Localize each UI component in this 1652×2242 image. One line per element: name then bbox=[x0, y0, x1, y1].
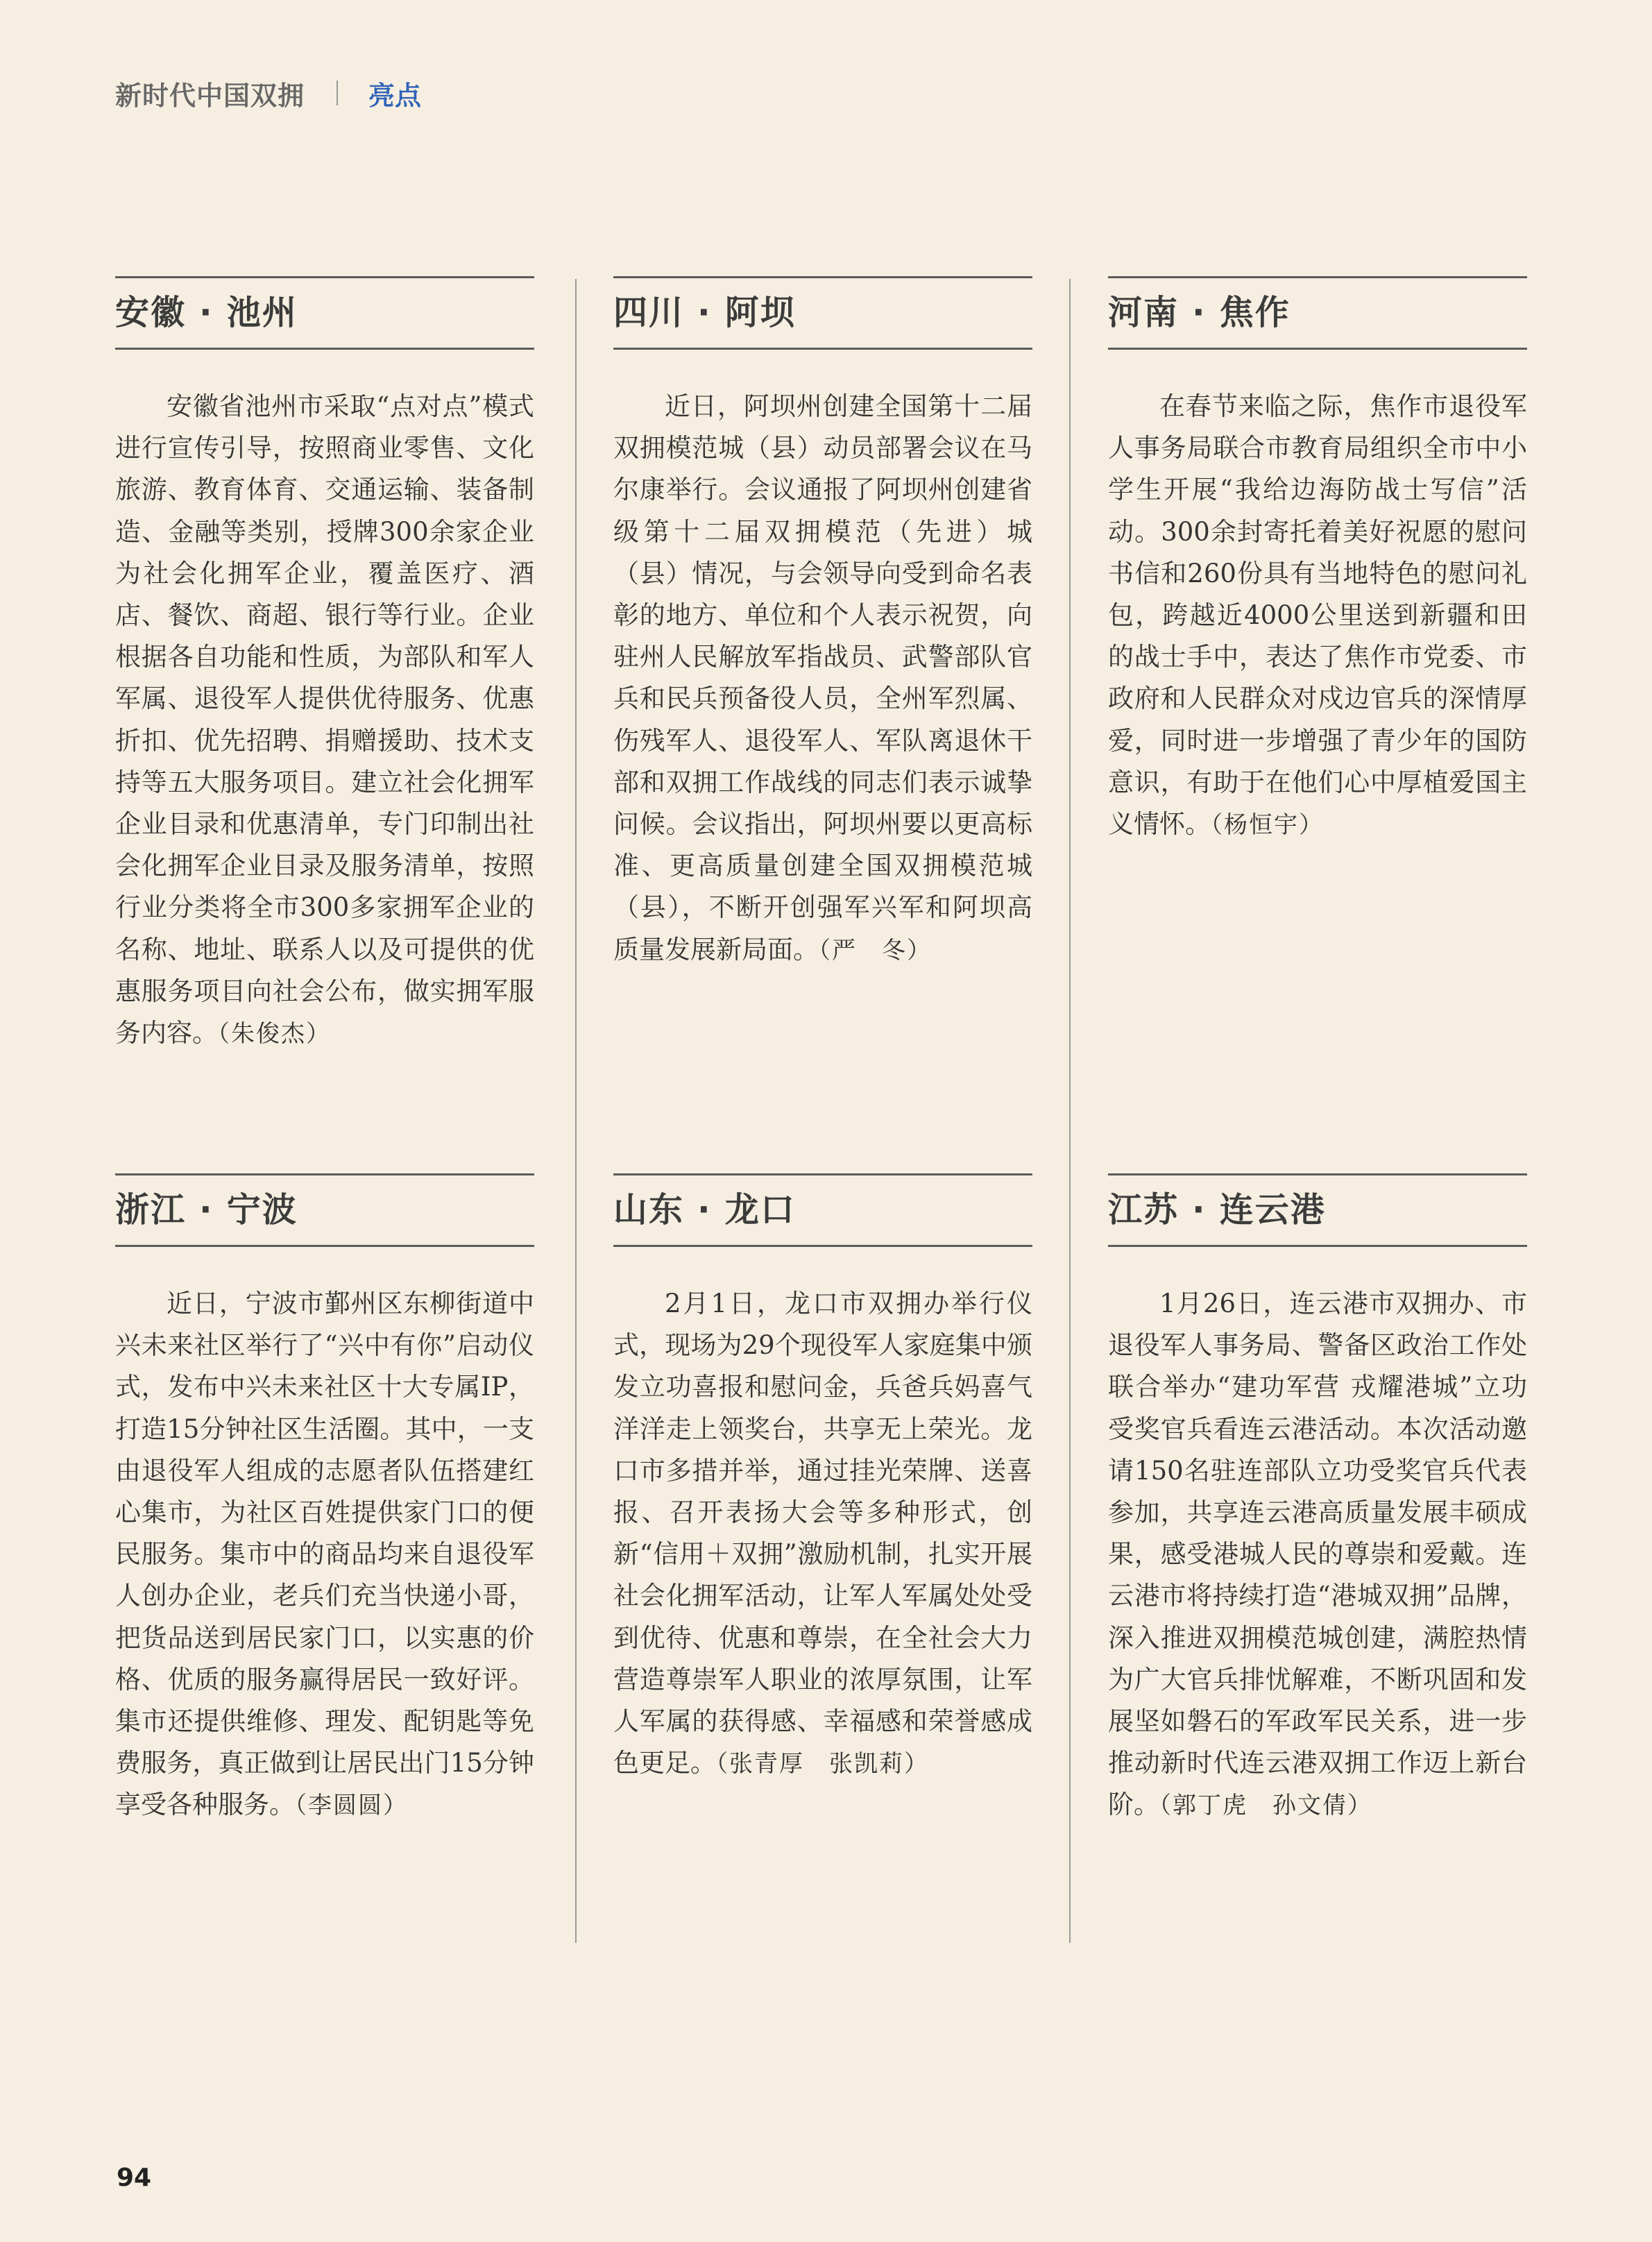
article-title: 浙江 · 宁波 bbox=[115, 1190, 298, 1230]
article-author: （朱俊杰） bbox=[218, 1020, 331, 1048]
article-title: 江苏 · 连云港 bbox=[1108, 1190, 1326, 1230]
column-divider-1 bbox=[575, 279, 577, 1943]
title-rule-bottom bbox=[1108, 348, 1527, 350]
article-sichuan-aba bbox=[613, 276, 1032, 971]
title-rule-bottom bbox=[613, 1245, 1032, 1247]
article-body bbox=[115, 1283, 534, 1827]
article-text: 2月1日，龙口市双拥办举行仪式，现场为29个现役军人家庭集中颁发立功喜报和慰问金，兵爸兵妈喜气洋洋走上领奖台，共享无上荣光。龙口市多措并举，通过挂光荣牌、送喜报、召开表扬大会等多种形式，创新“信用＋双拥”激励机制，扎实开展社会化拥军活动，让军人军属处处受到优待、优惠和尊崇，在全社会大力营造尊崇军人职业的浓厚氛围，让军人军属的获得感、幸福感和荣誉感成色更足。 bbox=[613, 1289, 1032, 1778]
article-body bbox=[1108, 386, 1527, 846]
article-text: 近日，阿坝州创建全国第十二届双拥模范城（县）动员部署会议在马尔康举行。会议通报了阿坝州创建省级第十二届双拥模范（先进）城（县）情况，与会领导向受到命名表彰的地方、单位和个人表示祝贺，向驻州人民解放军指战员、武警部队官兵和民兵预备役人员，全州军烈属、伤残军人、退役军人、军队离退休干部和双拥工作战线的同志们表示诚挚问候。会议指出，阿坝州要以更高标准、更高质量创建全国双拥模范城（县），不断开创强军兴军和阿坝高质量发展新局面。 bbox=[613, 391, 1032, 965]
article-body bbox=[613, 1283, 1032, 1785]
article-author: （郭丁虎 孙文倩） bbox=[1159, 1792, 1372, 1820]
article-text: 在春节来临之际，焦作市退役军人事务局联合市教育局组织全市中小学生开展“我给边海防战士写信”活动。300余封寄托着美好祝愿的慰问书信和260份具有当地特色的慰问礼包，跨越近4000公里送到新疆和田的战士手中，表达了焦作市党委、市政府和人民群众对戍边官兵的深情厚爱，同时进一步增强了青少年的国防意识，有助于在他们心中厚植爱国主义情怀。 bbox=[1108, 391, 1527, 840]
title-rule-bottom bbox=[115, 348, 534, 350]
article-title: 四川 · 阿坝 bbox=[613, 293, 796, 332]
magazine-name: 新时代中国双拥 bbox=[115, 80, 305, 111]
article-author: （严 冬） bbox=[819, 936, 932, 965]
title-rule-bottom bbox=[115, 1245, 534, 1247]
article-shandong-longkou bbox=[613, 1173, 1032, 1785]
article-author: （李圆圆） bbox=[295, 1792, 408, 1820]
title-rule-bottom bbox=[613, 348, 1032, 350]
article-jiangsu-lianyungang bbox=[1108, 1173, 1527, 1827]
article-title: 山东 · 龙口 bbox=[613, 1190, 796, 1230]
article-body bbox=[115, 386, 534, 1055]
article-title: 河南 · 焦作 bbox=[1108, 293, 1291, 332]
column-divider-2 bbox=[1069, 279, 1071, 1943]
article-text: 安徽省池州市采取“点对点”模式进行宣传引导，按照商业零售、文化旅游、教育体育、交通运输、装备制造、金融等类别，授牌300余家企业为社会化拥军企业，覆盖医疗、酒店、餐饮、商超、银行等行业。企业根据各自功能和性质，为部队和军人军属、退役军人提供优待服务、优惠折扣、优先招聘、捐赠援助、技术支持等五大服务项目。建立社会化拥军企业目录和优惠清单，专门印制出社会化拥军企业目录及服务清单，按照行业分类将全市300多家拥军企业的名称、地址、联系人以及可提供的优惠服务项目向社会公布，做实拥军服务内容。 bbox=[115, 391, 534, 1048]
title-rule-bottom bbox=[1108, 1245, 1527, 1247]
section-name: 亮点 bbox=[368, 80, 422, 111]
article-text: 1月26日，连云港市双拥办、市退役军人事务局、警备区政治工作处联合举办“建功军营 戎耀港城”立功受奖官兵看连云港活动。本次活动邀请150名驻连部队立功受奖官兵代表参加，共享连云港高质量发展丰硕成果，感受港城人民的尊崇和爱戴。连云港市将持续打造“港城双拥”品牌，深入推进双拥模范城创建，满腔热情为广大官兵排忧解难，不断巩固和发展坚如磐石的军政军民关系，进一步推动新时代连云港双拥工作迈上新台阶。 bbox=[1108, 1289, 1527, 1820]
running-header bbox=[115, 74, 421, 112]
article-title: 安徽 · 池州 bbox=[115, 293, 298, 332]
page-number: 94 bbox=[117, 2164, 152, 2192]
article-anhui-chizhou bbox=[115, 276, 534, 1055]
article-body bbox=[613, 386, 1032, 971]
article-henan-jiaozuo bbox=[1108, 276, 1527, 846]
article-text: 近日，宁波市鄞州区东柳街道中兴未来社区举行了“兴中有你”启动仪式，发布中兴未来社区十大专属IP，打造15分钟社区生活圈。其中，一支由退役军人组成的志愿者队伍搭建红心集市，为社区百姓提供家门口的便民服务。集市中的商品均来自退役军人创办企业，老兵们充当快递小哥，把货品送到居民家门口，以实惠的价格、优质的服务赢得居民一致好评。集市还提供维修、理发、配钥匙等免费服务，真正做到让居民出门15分钟享受各种服务。 bbox=[115, 1289, 534, 1820]
article-author: （张青厚 张凯莉） bbox=[716, 1750, 929, 1778]
header-divider bbox=[337, 80, 338, 105]
article-author: （杨恒宇） bbox=[1211, 811, 1324, 840]
article-body bbox=[1108, 1283, 1527, 1827]
article-zhejiang-ningbo bbox=[115, 1173, 534, 1827]
